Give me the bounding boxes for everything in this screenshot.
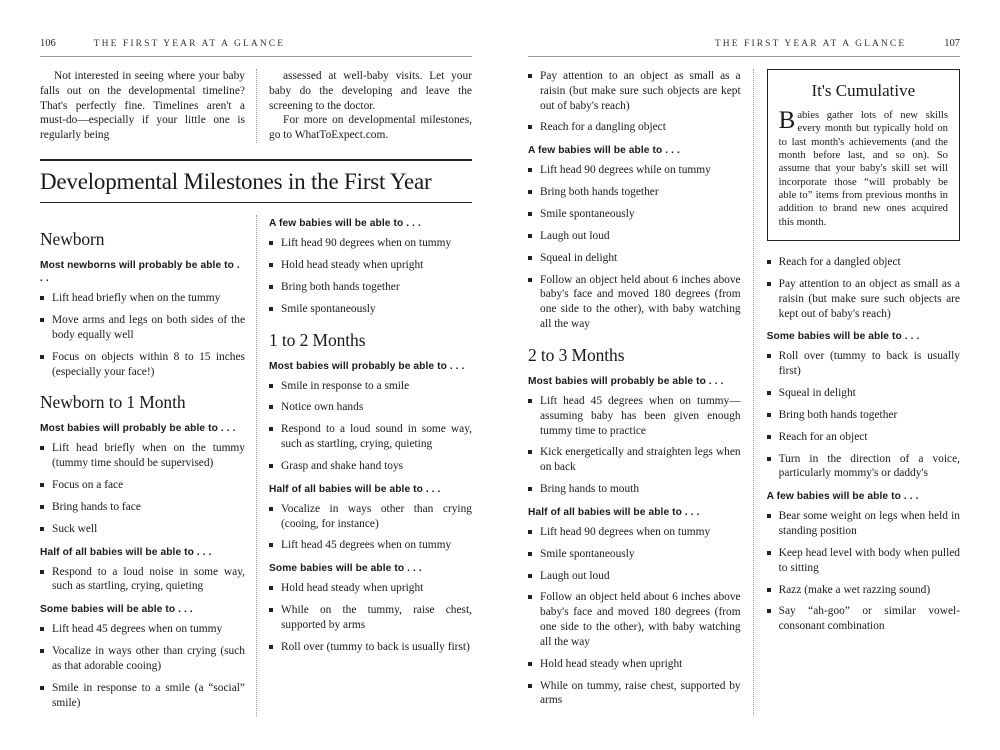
intro-paragraph-3: For more on developmental milestones, go to WhatToExpect.com. (269, 114, 472, 142)
list-item: Follow an object held about 6 inches above baby's face and moved 180 degrees (from one side to the other), with baby watching all the way (528, 273, 741, 332)
left-intro-columns (40, 69, 472, 143)
list-subhead: Half of all babies will be able to . . . (40, 546, 212, 558)
milestone-list (40, 291, 245, 379)
list-subhead: Some babies will be able to . . . (766, 331, 920, 343)
milestone-list (269, 236, 472, 316)
list-item: Squeal in delight (767, 386, 960, 401)
right-body-col-2 (753, 69, 960, 715)
list-item: Lift head briefly when on the tummy (tummy time should be supervised) (40, 441, 245, 471)
list-item: Lift head 90 degrees while on tummy (528, 163, 741, 178)
section-title-rule (40, 159, 472, 203)
list-item: Turn in the direction of a voice, particularly mommy's or daddy's (767, 452, 960, 482)
list-item: Laugh out loud (528, 569, 741, 584)
age-heading-newborn-1month: Newborn to 1 Month (40, 392, 186, 413)
list-item: Move arms and legs on both sides of the body equally well (40, 313, 245, 343)
intro-paragraph-2: assessed at well-baby visits. Let your baby do the developing and leave the screening to the doctor. (269, 70, 472, 112)
list-item: Grasp and shake hand toys (269, 459, 472, 474)
milestone-list (528, 394, 741, 497)
milestone-list (269, 379, 472, 474)
left-intro-col-2 (256, 69, 472, 143)
age-heading-2-3-months: 2 to 3 Months (528, 344, 625, 365)
list-item: Hold head steady when upright (269, 258, 472, 273)
running-head-title-left: THE FIRST YEAR AT A GLANCE (93, 39, 286, 49)
running-head-title-right: THE FIRST YEAR AT A GLANCE (714, 39, 907, 49)
list-item: Respond to a loud noise in some way, such as startling, crying, quieting (40, 565, 245, 595)
list-item: Razz (make a wet razzing sound) (767, 583, 960, 598)
left-body-columns (40, 215, 472, 717)
sidebar-title: It's Cumulative (811, 81, 916, 100)
list-item: Bring both hands together (269, 280, 472, 295)
list-item: Lift head 90 degrees when on tummy (269, 236, 472, 251)
list-item: Suck well (40, 522, 245, 537)
left-intro-col-1 (40, 69, 256, 143)
list-item: Lift head 45 degrees when on tummy—assuming baby has been given enough tummy time to practice (528, 394, 741, 438)
list-item: While on tummy, raise chest, supported by arms (528, 679, 741, 709)
list-item: Smile spontaneously (528, 547, 741, 562)
sidebar-box-its-cumulative (767, 69, 960, 241)
list-item: Squeal in delight (528, 251, 741, 266)
milestone-list (40, 441, 245, 536)
list-subhead: Some babies will be able to . . . (269, 563, 422, 575)
list-subhead: Most babies will probably be able to . . . (269, 360, 465, 372)
list-subhead: Half of all babies will be able to . . . (528, 506, 700, 518)
list-item: Pay attention to an object as small as a raisin (but make sure such objects are kept out of baby's reach) (767, 277, 960, 321)
left-body-col-1 (40, 215, 256, 717)
list-item: Bring both hands together (528, 185, 741, 200)
milestone-list (528, 163, 741, 331)
list-item: Reach for a dangled object (767, 255, 960, 270)
page-number-right: 107 (944, 38, 960, 49)
list-item: Smile spontaneously (269, 302, 472, 317)
list-item: Bring hands to face (40, 500, 245, 515)
milestone-list (528, 69, 741, 135)
list-item: Lift head 90 degrees when on tummy (528, 525, 741, 540)
list-item: Say “ah-goo” or similar vowel-consonant combination (767, 604, 960, 634)
list-item: Reach for an object (767, 430, 960, 445)
milestone-list (40, 565, 245, 595)
list-subhead: A few babies will be able to . . . (766, 491, 919, 503)
milestone-list (269, 502, 472, 553)
milestone-list (767, 509, 960, 634)
list-item: Lift head briefly when on the tummy (40, 291, 245, 306)
age-heading-newborn: Newborn (40, 229, 105, 250)
list-item: Lift head 45 degrees when on tummy (269, 538, 472, 553)
list-item: Bring both hands together (767, 408, 960, 423)
list-item: Smile in response to a smile (a “social” smile) (40, 681, 245, 711)
right-body-columns (528, 69, 960, 715)
list-subhead: A few babies will be able to . . . (269, 218, 421, 230)
list-item: Hold head steady when upright (269, 581, 472, 596)
list-item: Reach for a dangling object (528, 120, 741, 135)
list-item: Laugh out loud (528, 229, 741, 244)
section-title: Developmental Milestones in the First Year (40, 169, 432, 195)
list-item: Smile spontaneously (528, 207, 741, 222)
milestone-list (767, 255, 960, 321)
age-heading-1-2-months: 1 to 2 Months (269, 329, 366, 350)
list-item: Roll over (tummy to back is usually first) (767, 349, 960, 379)
list-item: Vocalize in ways other than crying (such as that adorable cooing) (40, 644, 245, 674)
milestone-list (528, 525, 741, 708)
list-subhead: Half of all babies will be able to . . . (269, 483, 441, 495)
list-item: Notice own hands (269, 400, 472, 415)
list-item: Kick energetically and straighten legs when on back (528, 445, 741, 475)
left-body-col-2 (256, 215, 472, 717)
list-item: Roll over (tummy to back is usually first) (269, 640, 472, 655)
list-item: Hold head steady when upright (528, 657, 741, 672)
list-item: Focus on a face (40, 478, 245, 493)
list-item: Lift head 45 degrees when on tummy (40, 622, 245, 637)
list-subhead: Most babies will probably be able to . . . (528, 375, 724, 387)
list-item: Bear some weight on legs when held in standing position (767, 509, 960, 539)
list-item: Smile in response to a smile (269, 379, 472, 394)
list-subhead: Most newborns will probably be able to . . . (40, 260, 240, 285)
running-head-left (40, 38, 472, 57)
list-item: Bring hands to mouth (528, 482, 741, 497)
list-item: Focus on objects within 8 to 15 inches (especially your face!) (40, 350, 245, 380)
sidebar-dropcap: B (778, 107, 796, 134)
list-item: Respond to a loud sound in some way, such as startling, crying, quieting (269, 422, 472, 452)
list-item: Keep head level with body when pulled to sitting (767, 546, 960, 576)
list-item: Pay attention to an object as small as a raisin (but make sure such objects are kept out of baby's reach) (528, 69, 741, 113)
running-head-right (528, 38, 960, 57)
milestone-list (767, 349, 960, 481)
list-subhead: Most babies will probably be able to . . . (40, 423, 236, 435)
list-item: While on the tummy, raise chest, supported by arms (269, 603, 472, 633)
right-page (500, 0, 1000, 750)
list-subhead: A few babies will be able to . . . (528, 145, 680, 157)
list-item: Follow an object held about 6 inches above baby's face and moved 180 degrees (from one side to the other), with baby watching all the way (528, 590, 741, 649)
milestone-list (269, 581, 472, 654)
sidebar-body-text: abies gather lots of new skills every month but typically hold on to last month's achievements (and the month before last, and so on). So assume that your baby's skill set will incorporate those “will probably be able to” items from previous months in addition to brand new ones acquired this month. (778, 110, 948, 228)
page-number-left: 106 (40, 38, 56, 49)
right-body-col-1 (528, 69, 753, 715)
list-subhead: Some babies will be able to . . . (40, 604, 193, 616)
sidebar-body (779, 109, 948, 229)
list-item: Vocalize in ways other than crying (cooing, for instance) (269, 502, 472, 532)
intro-paragraph-1: Not interested in seeing where your baby falls out on the developmental timeline? That's perfectly fine. Timelines aren't a must-do—especially if your little one is regularly being (40, 70, 245, 142)
milestone-list (40, 622, 245, 710)
